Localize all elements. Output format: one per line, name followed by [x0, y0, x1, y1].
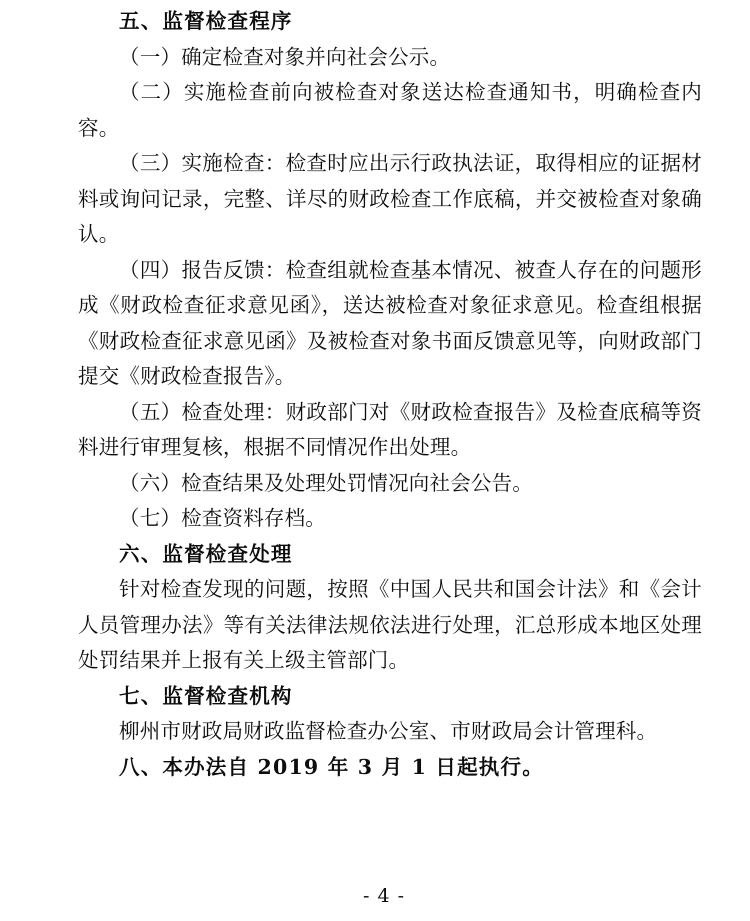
page-footer: [0, 885, 750, 907]
page-number: - 4 -: [362, 885, 405, 907]
paragraph-section-six-body: 针对检查发现的问题，按照《中国人民共和国会计法》和《会计人员管理办法》等有关法律法规依法进行处理，汇总形成本地区处理处罚结果并上报有关上级主管部门。: [78, 577, 702, 672]
section-heading-eight: 八、本办法自 2019 年 3 月 1 日起执行。: [119, 754, 544, 779]
paragraph-item-1: （一）确定检查对象并向社会公示。: [119, 44, 451, 69]
paragraph-item-4: （四）报告反馈：检查组就检查基本情况、被查人存在的问题形成《财政检查征求意见函》，送达被检查对象征求意见。检查组根据《财政检查征求意见函》及被检查对象书面反馈意见等，向财政部门提交《财政检查报告》。: [78, 257, 702, 388]
paragraph-item-2: （二）实施检查前向被检查对象送达检查通知书，明确检查内容。: [78, 80, 702, 140]
section-heading-six: 六、监督检查处理: [119, 541, 293, 566]
paragraph-section-seven-body: 柳州市财政局财政监督检查办公室、市财政局会计管理科。: [119, 719, 658, 743]
paragraph-item-6: （六）检查结果及处理处罚情况向社会公告。: [119, 470, 533, 495]
paragraph-item-7: （七）检查资料存档。: [119, 506, 326, 530]
document-body: [78, 4, 702, 785]
section-heading-seven: 七、监督检查机构: [119, 683, 293, 708]
paragraph-item-5: （五）检查处理：财政部门对《财政检查报告》及检查底稿等资料进行审理复核，根据不同情况作出处理。: [78, 399, 702, 459]
paragraph-item-3: （三）实施检查：检查时应出示行政执法证，取得相应的证据材料或询问记录，完整、详尽的财政检查工作底稿，并交被检查对象确认。: [78, 151, 702, 246]
section-heading-five: 五、监督检查程序: [119, 9, 293, 33]
